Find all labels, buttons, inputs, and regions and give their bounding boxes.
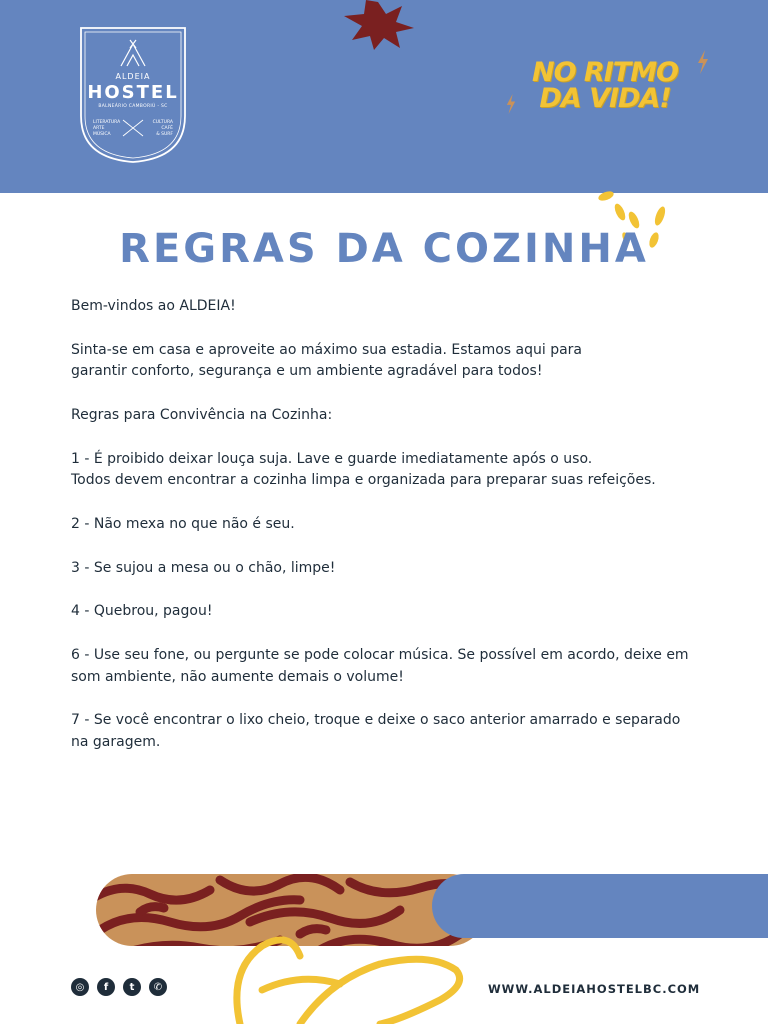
rules-body <box>71 296 711 754</box>
twitter-icon[interactable]: t <box>123 978 141 996</box>
logo-small-text: ALDEIA <box>115 72 151 81</box>
rule-item: na garagem. <box>71 733 161 750</box>
logo-right-item: CULTURA <box>152 120 173 125</box>
footer-decoration <box>0 860 768 1024</box>
logo-right-item: CAFÉ <box>161 126 173 131</box>
star-decoration-icon <box>338 0 418 50</box>
rule-item: 3 - Se sujou a mesa ou o chão, limpe! <box>71 559 336 576</box>
slogan-line-2: DA VIDA! <box>539 83 671 114</box>
whatsapp-icon[interactable]: ✆ <box>149 978 167 996</box>
logo-right-text <box>153 120 173 138</box>
rule-item: Todos devem encontrar a cozinha limpa e organizada para preparar suas refeições. <box>71 472 656 489</box>
lightning-icon <box>696 50 710 74</box>
welcome-text: Bem-vindos ao ALDEIA! <box>71 298 236 314</box>
page-title: REGRAS DA COZINHA <box>119 226 649 272</box>
logo-right-item: & SURF <box>156 132 173 137</box>
slogan-line-1: NO RITMO <box>531 57 679 88</box>
instagram-icon[interactable]: ◎ <box>71 978 89 996</box>
logo-left-item: MÚSICA <box>93 132 111 137</box>
rule-item: 4 - Quebrou, pagou! <box>71 603 213 620</box>
rule-item: 6 - Use seu fone, ou pergunte se pode colocar música. Se possível em acordo, deixe em <box>71 646 689 663</box>
social-links <box>71 978 167 996</box>
rules-heading: Regras para Convivência na Cozinha: <box>71 406 333 423</box>
facebook-icon[interactable]: f <box>97 978 115 996</box>
logo-place-text: BALNEÁRIO CAMBORIÚ - SC <box>98 104 168 109</box>
rule-item: som ambiente, não aumente demais o volume! <box>71 668 404 685</box>
slogan <box>505 57 705 114</box>
hostel-logo <box>71 20 195 166</box>
logo-left-item: ARTE <box>93 126 105 131</box>
rule-item: 2 - Não mexa no que não é seu. <box>71 515 295 532</box>
lightning-icon <box>505 94 517 114</box>
logo-main-text: HOSTEL <box>87 82 179 103</box>
rule-item: 1 - É proibido deixar louça suja. Lave e guarde imediatamente após o uso. <box>71 450 593 467</box>
logo-left-item: LITERATURA <box>93 120 121 125</box>
website-link[interactable]: WWW.ALDEIAHOSTELBC.COM <box>488 982 701 996</box>
logo-left-text <box>93 120 120 138</box>
rule-item: 7 - Se você encontrar o lixo cheio, troque e deixe o saco anterior amarrado e separado <box>71 712 681 729</box>
intro-text: Sinta-se em casa e aproveite ao máximo sua estadia. Estamos aqui para <box>71 341 583 358</box>
intro-text: garantir conforto, segurança e um ambiente agradável para todos! <box>71 363 543 380</box>
header-band <box>0 0 768 193</box>
